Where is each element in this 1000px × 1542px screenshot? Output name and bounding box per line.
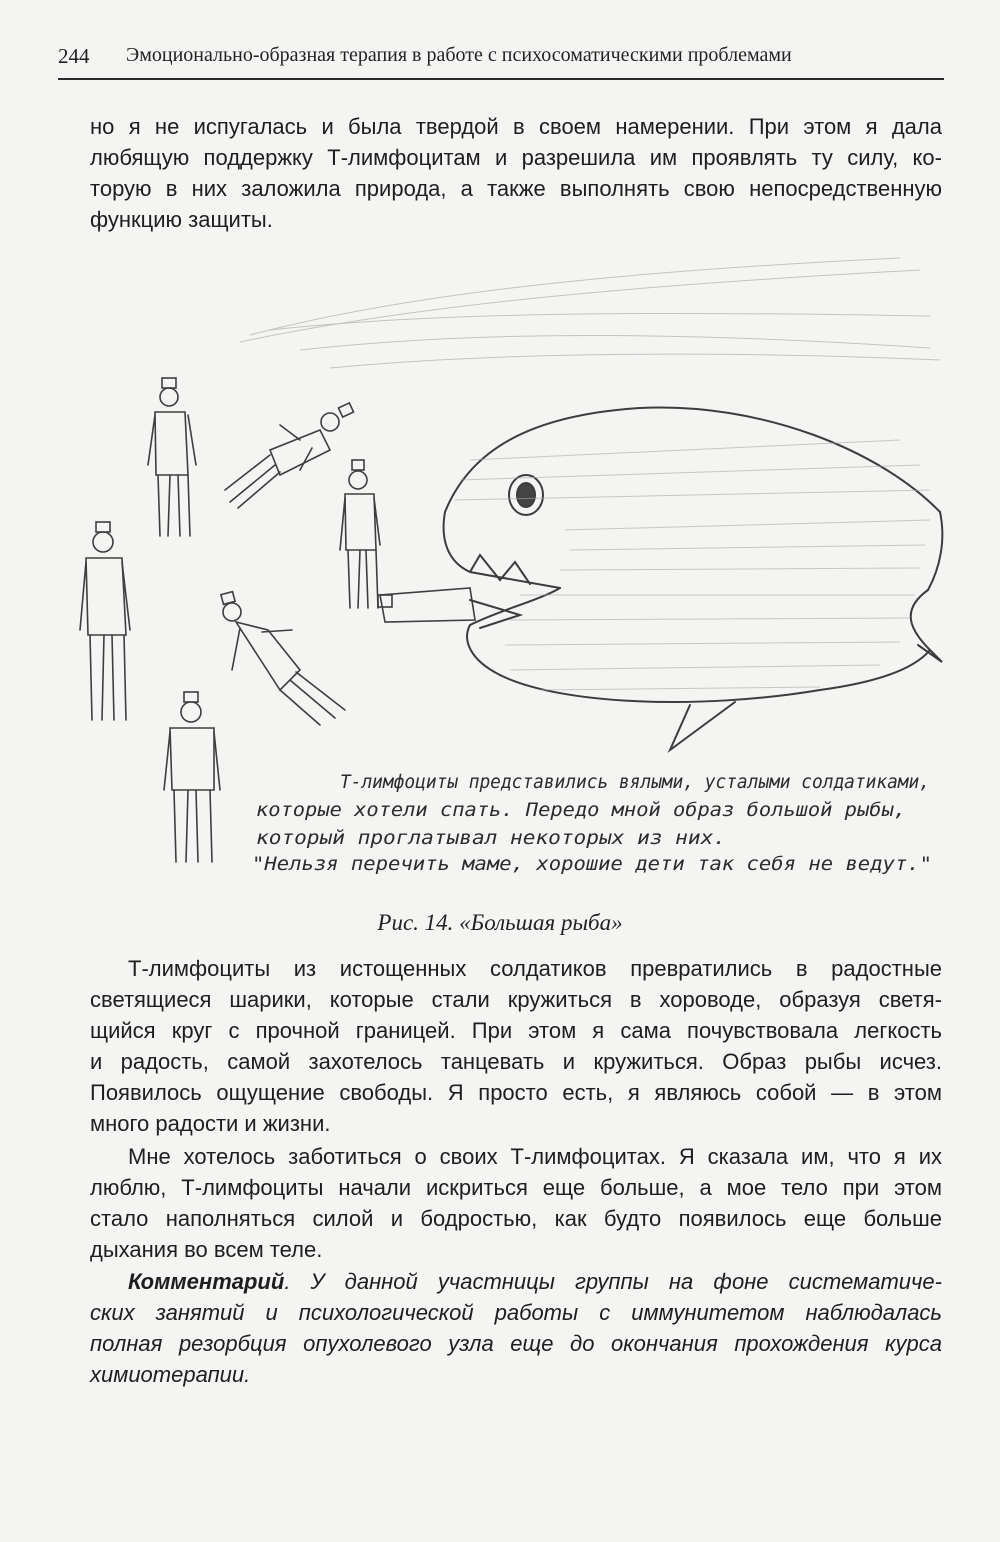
- text-line: люблю, Т-лимфоциты начали искриться еще больше, а мое тело при этом: [90, 1175, 942, 1200]
- text-line: Т-лимфоциты из истощенных солдатиков превратились в радостные: [128, 956, 942, 981]
- paragraph: [90, 953, 942, 1139]
- handwriting-line: "Нельзя перечить маме, хорошие дети так себя не ведут.": [252, 853, 932, 875]
- comment-text: . У данной участницы группы на фоне систематиче-: [284, 1269, 942, 1294]
- pencil-sketch: [0, 250, 1000, 900]
- figure-drawing: [0, 250, 1000, 900]
- comment-lead: Комментарий: [128, 1269, 285, 1294]
- text-line: но я не испугалась и была твердой в своем намерении. При этом я дала: [90, 114, 942, 139]
- text-line: много радости и жизни.: [90, 1111, 331, 1136]
- handwriting-line: Т-лимфоциты представились вялыми, усталыми солдатиками,: [340, 771, 930, 793]
- fish-shading: [455, 440, 930, 690]
- text-line: торую в них заложила природа, а также выполнять свою непосредственную: [90, 176, 942, 201]
- text-line: Появилось ощущение свободы. Я просто есть, я являюсь собой — в этом: [90, 1080, 942, 1105]
- swallowed-soldier: [378, 588, 475, 622]
- text-line: Мне хотелось заботиться о своих Т-лимфоцитах. Я сказала им, что я их: [128, 1144, 942, 1169]
- soldier-figure-3: [340, 460, 380, 608]
- text-line: полная резорбция опухолевого узла еще до окончания прохождения курса: [90, 1331, 942, 1356]
- text-line: [90, 1266, 942, 1297]
- soldier-figure-2: [225, 403, 354, 508]
- soldier-figure-5: [221, 592, 345, 725]
- text-line: любящую поддержку Т-лимфоцитам и разрешила им проявлять ту силу, ко-: [90, 145, 942, 170]
- text-line: ских занятий и психологической работы с иммунитетом наблюдалась: [90, 1300, 942, 1325]
- text-line: химиотерапии.: [90, 1362, 251, 1387]
- text-line: и радость, самой захотелось танцевать и кружиться. Образ рыбы исчез.: [90, 1049, 942, 1074]
- background-hatching: [240, 258, 940, 368]
- header-rule: [58, 78, 944, 80]
- handwriting-line: который проглатывал некоторых из них.: [256, 827, 726, 849]
- comment-paragraph: [90, 1266, 942, 1390]
- soldier-figure-4: [80, 522, 130, 720]
- text-line: стало наполняться силой и бодростью, как будто появилось еще больше: [90, 1206, 942, 1231]
- text-line: щийся круг с прочной границей. При этом я сама почувствовала легкость: [90, 1018, 942, 1043]
- text-line: функцию защиты.: [90, 207, 273, 232]
- intro-paragraph: [90, 111, 942, 235]
- text-line: светящиеся шарики, которые стали кружиться в хороводе, образуя светя-: [90, 987, 942, 1012]
- running-title: Эмоционально-образная терапия в работе с психосоматическими проблемами: [126, 44, 792, 66]
- handwriting-line: которые хотели спать. Передо мной образ большой рыбы,: [256, 799, 906, 821]
- paragraph: [90, 1141, 942, 1265]
- text-line: дыхания во всем теле.: [90, 1237, 323, 1262]
- page-number: 244: [58, 44, 90, 68]
- soldier-figure-6: [164, 692, 220, 862]
- big-fish: [444, 407, 943, 750]
- soldier-figure-1: [148, 378, 196, 536]
- handwritten-note: [252, 771, 932, 875]
- figure-caption: Рис. 14. «Большая рыба»: [377, 910, 623, 935]
